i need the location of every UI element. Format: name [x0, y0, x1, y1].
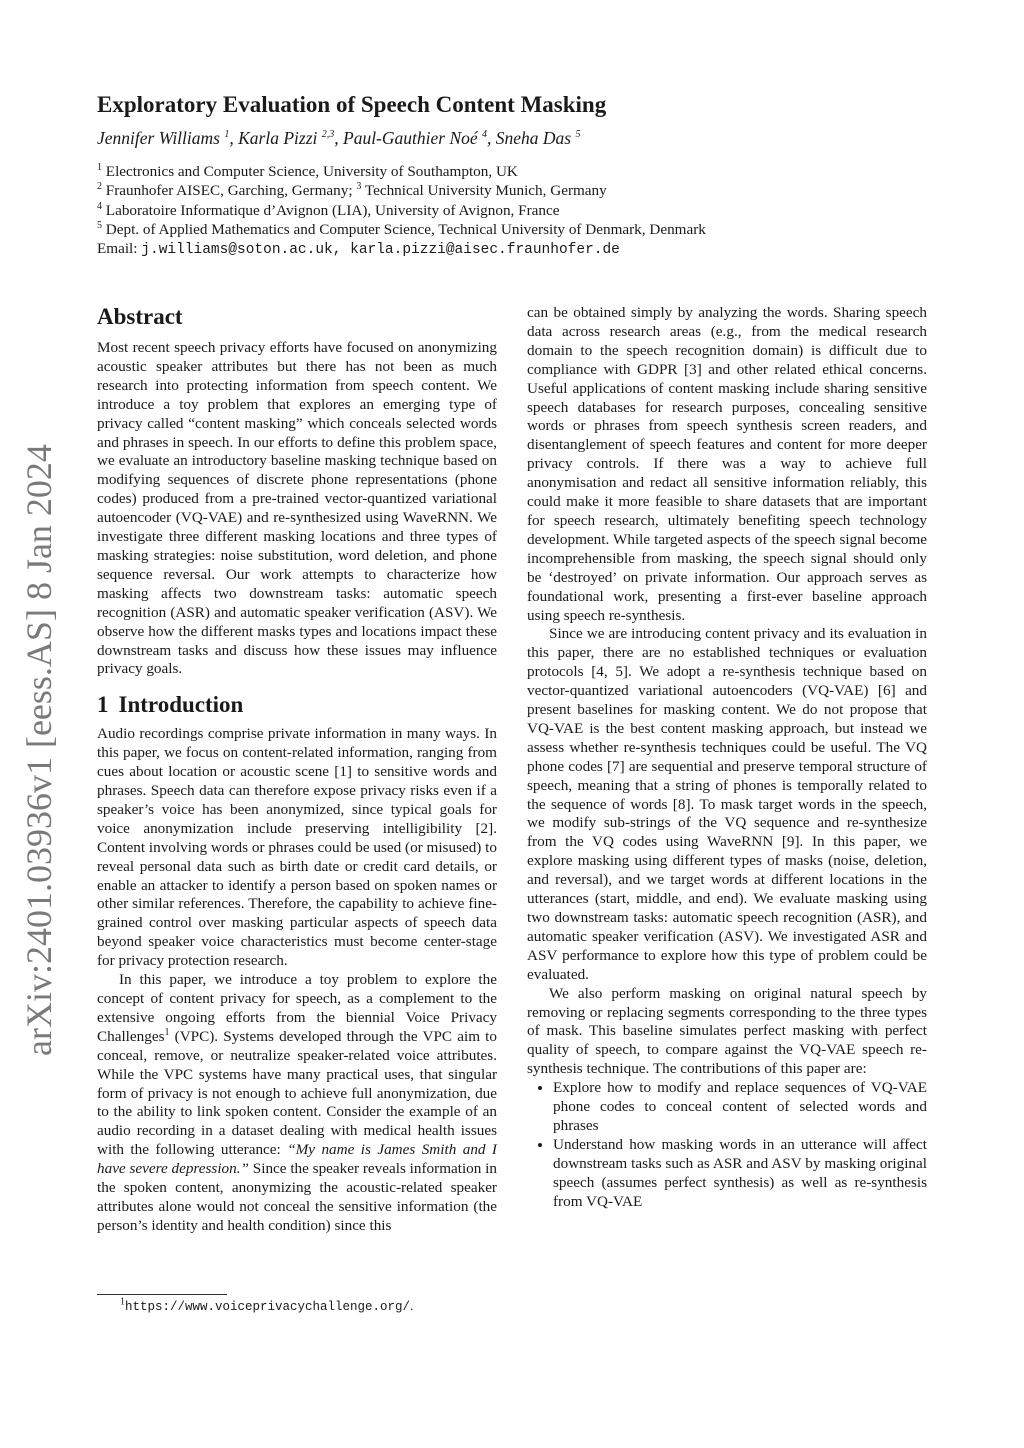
- affiliation-line: [97, 220, 706, 239]
- author-name: Jennifer Williams: [97, 128, 220, 148]
- affil-text: Dept. of Applied Mathematics and Computer Science, Technical University of Denmark, Denmark: [105, 220, 706, 238]
- right-column: [527, 304, 927, 1212]
- footnote-url[interactable]: https://www.voiceprivacychallenge.org/: [125, 1300, 411, 1314]
- paragraph-text: In this paper, we introduce a toy problem to explore the concept of content privacy for speech, as a complement to the extensive ongoing efforts from the biennial Voice Privacy Challenges: [97, 971, 497, 1045]
- email-label: Email:: [97, 240, 138, 258]
- author-name: Sneha Das: [495, 128, 572, 148]
- affiliation-line: [97, 181, 706, 200]
- affil-text: Fraunhofer AISEC, Garching, Germany;: [105, 182, 353, 200]
- affiliations: [97, 162, 706, 260]
- email-line: [97, 239, 706, 260]
- intro-paragraph-4: We also perform masking on original natural speech by removing or replacing segments corresponding to the three types of mask. This baseline simulates perfect masking with perfect quality of speech, to compare against the VQ-VAE speech re-synthesis technique. The contributions of this paper are:: [527, 984, 927, 1078]
- paragraph-text: Since the speaker reveals information in the spoken content, anonymizing the acoustic-related speaker attributes alone would not conceal the sensitive information (the person’s identity and health condition) since this: [97, 1160, 497, 1234]
- intro-paragraph-3: Since we are introducing content privacy and its evaluation in this paper, there are no established techniques or evaluation protocols [4, 5]. We adopt a re-synthesis technique based on vector-quantized variational autoencoders (VQ-VAE) [6] and present baselines for masking content. We do not propose that VQ-VAE is the best content masking approach, but instead we assess whether re-synthesis techniques could be useful. The VQ phone codes [7] are sequential and preserve temporal structure of speech, meaning that a string of phones is temporally related to the sequence of words [8]. To mask target words in the speech, we modify sub-strings of the VQ sequence and re-synthesize from the VQ codes using WaveRNN [9]. In this paper, we explore masking using different types of masks (noise, deletion, and reversal), and we target words at different locations in the utterances (start, middle, and end). We evaluate masking using two downstream tasks: automatic speech recognition (ASR), and automatic speaker verification (ASV). We investigated ASR and ASV performance to explore how this type of problem could be evaluated.: [527, 625, 927, 983]
- footnote-mark: 1: [120, 1296, 125, 1308]
- left-column: [97, 303, 497, 1236]
- paper-title: Exploratory Evaluation of Speech Content Masking: [97, 92, 607, 117]
- contributions-list: [527, 1079, 927, 1211]
- affil-mark: 5: [97, 219, 102, 231]
- affiliation-line: [97, 162, 706, 181]
- paragraph-text: (VPC). Systems developed through the VPC aim to conceal, remove, or neutralize speaker-related voice attributes. While the VPC systems have many practical uses, that singular form of privacy is not enough to achieve full anonymization, due to the ability to link spoken content. Consider the example of an audio recording in a dataset dealing with medical health issues with the following utterance:: [97, 1027, 497, 1159]
- arxiv-sidebar-stamp: arXiv:2401.03936v1 [eess.AS] 8 Jan 2024: [19, 444, 59, 1056]
- intro-paragraph-1: Audio recordings comprise private information in many ways. In this paper, we focus on content-related information, ranging from cues about location or acoustic scene [1] to sensitive words and phrases. Speech data can therefore expose privacy risks even if a speaker’s voice has been anonymized, since typical goals for voice anonymization include preserving intelligibility [2]. Content involving words or phrases could be used (or misused) to reveal personal data such as birth date or credit card details, or enable an attacker to identify a person based on spoken names or other similar references. Therefore, the capability to achieve fine-grained control over masking particular aspects of speech data beyond speaker voice characteristics must become center-stage for privacy protection research.: [97, 725, 497, 970]
- affil-mark: 2: [97, 181, 102, 193]
- intro-paragraph-2: [97, 971, 497, 1236]
- email-addresses[interactable]: j.williams@soton.ac.uk, karla.pizzi@aisec.fraunhofer.de: [141, 242, 620, 259]
- affil-text: Electronics and Computer Science, University of Southampton, UK: [105, 163, 518, 180]
- author-name: Karla Pizzi: [238, 128, 318, 148]
- section-number: 1: [97, 692, 109, 718]
- author-list: Jennifer Williams $^1$, Karla Pizzi $^{2,3}$, Paul-Gauthier Noé $^4$, Sneha Das $^5$: [97, 128, 581, 148]
- author-affil-mark: 4: [482, 129, 488, 141]
- affil-mark: 4: [97, 200, 102, 212]
- intro-paragraph-2-continued: can be obtained simply by analyzing the words. Sharing speech data across research areas (e.g., from the medical research domain to the speech recognition domain) is difficult due to compliance with GDPR [3] and other related ethical concerns. Useful applications of content masking include sharing sensitive speech databases for research purposes, concealing sensitive words or phrases from speech synthesis screen readers, and disentanglement of speech features and content for more deeper privacy controls. If there was a way to achieve full anonymisation and redact all sensitive information reliably, this could make it more feasible to share datasets that are important for speech research, ultimately benefiting speech technology development. While targeted aspects of the speech signal become incomprehensible from masking, the speech signal should only be ‘destroyed’ on private information. Our approach serves as foundational work, presenting a first-ever baseline approach using speech re-synthesis.: [527, 304, 927, 624]
- intro-heading: [97, 691, 497, 719]
- affil-text: Technical University Munich, Germany: [364, 182, 607, 200]
- section-title: Introduction: [118, 692, 244, 718]
- footnote: [120, 1298, 413, 1314]
- affiliation-line: [97, 201, 706, 220]
- affil-mark: 1: [97, 161, 102, 173]
- footnote-trail: .: [410, 1298, 414, 1313]
- author-name: Paul-Gauthier Noé: [343, 128, 478, 148]
- footnote-rule: [97, 1294, 227, 1295]
- affil-mark: 3: [356, 181, 362, 193]
- affil-text: Laboratoire Informatique d’Avignon (LIA), University of Avignon, France: [105, 201, 560, 219]
- abstract-heading: Abstract: [97, 304, 183, 329]
- author-affil-mark: 1: [224, 129, 230, 141]
- author-affil-mark: 5: [575, 129, 581, 141]
- example-utterance: “My name is James Smith and I have severe depression.”: [97, 1141, 497, 1178]
- contribution-item: • Explore how to modify and replace sequences of VQ-VAE phone codes to conceal content of selected words and phrases: [553, 1079, 927, 1136]
- abstract-text: Most recent speech privacy efforts have focused on anonymizing acoustic speaker attributes but there has not been as much research into protecting information from speech content. We introduce a toy problem that explores an emerging type of privacy called “content masking” which conceals selected words and phrases in speech. In our efforts to define this problem space, we evaluate an introductory baseline masking technique based on modifying sequences of discrete phone representations (phone codes) produced from a pre-trained vector-quantized variational autoencoder (VQ-VAE) and re-synthesized using WaveRNN. We investigate three different masking locations and three types of masking strategies: noise substitution, word deletion, and phone sequence reversal. Our work attempts to characterize how masking affects two downstream tasks: automatic speech recognition (ASR) and automatic speaker verification (ASV). We observe how the different masks types and locations impact these downstream tasks and discuss how these issues may influence privacy goals.: [97, 339, 497, 678]
- author-affil-mark: 2,3: [321, 129, 335, 141]
- contribution-item: • Understand how masking words in an utterance will affect downstream tasks such as ASR and ASV by masking original speech (assumes perfect synthesis) as well as re-synthesis from VQ-VAE: [553, 1136, 927, 1212]
- footnote-marker[interactable]: 1: [164, 1026, 170, 1038]
